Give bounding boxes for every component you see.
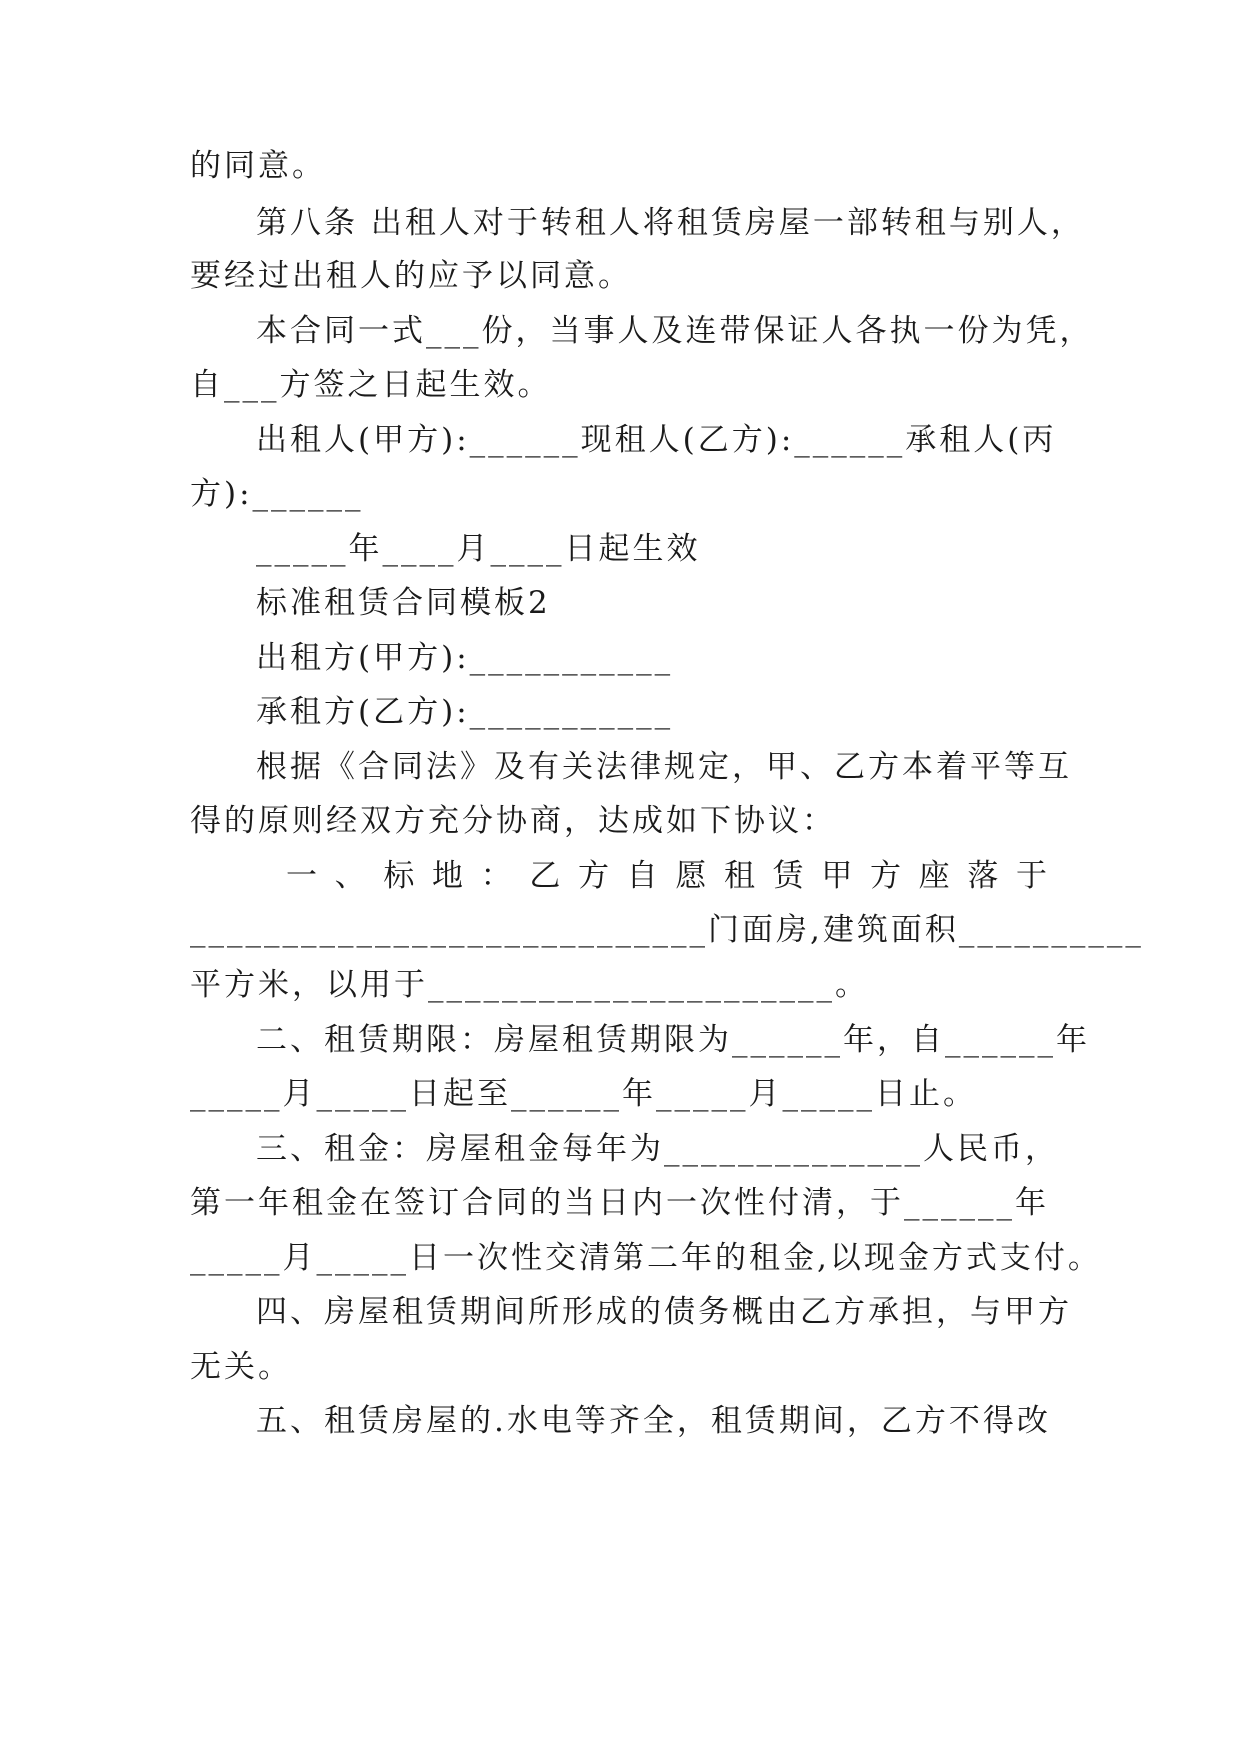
date-line: _____年____月____日起生效: [256, 531, 701, 567]
clause-3-line: 三、租金：房屋租金每年为______________人民币，: [256, 1131, 1059, 1167]
article-8-line: 第八条 出租人对于转租人将租赁房屋一部转租与别人，: [256, 205, 1085, 241]
clause-1-line: ____________________________门面房,建筑面积__________: [190, 912, 1144, 948]
clause-3-line: _____月_____日一次性交清第二年的租金,以现金方式支付。: [190, 1240, 1102, 1276]
text-line: 的同意。: [190, 148, 326, 184]
signature-line: 出租人(甲方):______现租人(乙方):______承租人(丙: [256, 422, 1057, 458]
signature-line: 方):______: [190, 476, 364, 512]
clause-1-line: 一 、 标 地 ： 乙 方 自 愿 租 赁 甲 方 座 落 于: [286, 858, 1050, 894]
party-b-line: 承租方(乙方):___________: [256, 694, 674, 730]
clause-3-line: 第一年租金在签订合同的当日内一次性付清，于______年: [190, 1185, 1049, 1221]
party-a-line: 出租方(甲方):___________: [256, 640, 674, 676]
text-line: 本合同一式___份，当事人及连带保证人各执一份为凭，: [256, 313, 1094, 349]
text-line: 得的原则经双方充分协商，达成如下协议：: [190, 803, 836, 839]
clause-4-line: 无关。: [190, 1349, 292, 1385]
clause-1-line: 平方米，以用于______________________。: [190, 967, 869, 1003]
clause-2-line: _____月_____日起至______年_____月_____日止。: [190, 1076, 977, 1112]
text-line: 要经过出租人的应予以同意。: [190, 258, 632, 294]
clause-5-line: 五、租赁房屋的.水电等齐全，租赁期间，乙方不得改: [256, 1403, 1051, 1439]
clause-2-line: 二、租赁期限：房屋租赁期限为______年，自______年: [256, 1022, 1090, 1058]
section-title: 标准租赁合同模板2: [256, 585, 551, 621]
clause-4-line: 四、房屋租赁期间所形成的债务概由乙方承担，与甲方: [256, 1294, 1072, 1330]
text-line: 根据《合同法》及有关法律规定，甲、乙方本着平等互: [256, 749, 1072, 785]
text-line: 自___方签之日起生效。: [190, 367, 552, 403]
